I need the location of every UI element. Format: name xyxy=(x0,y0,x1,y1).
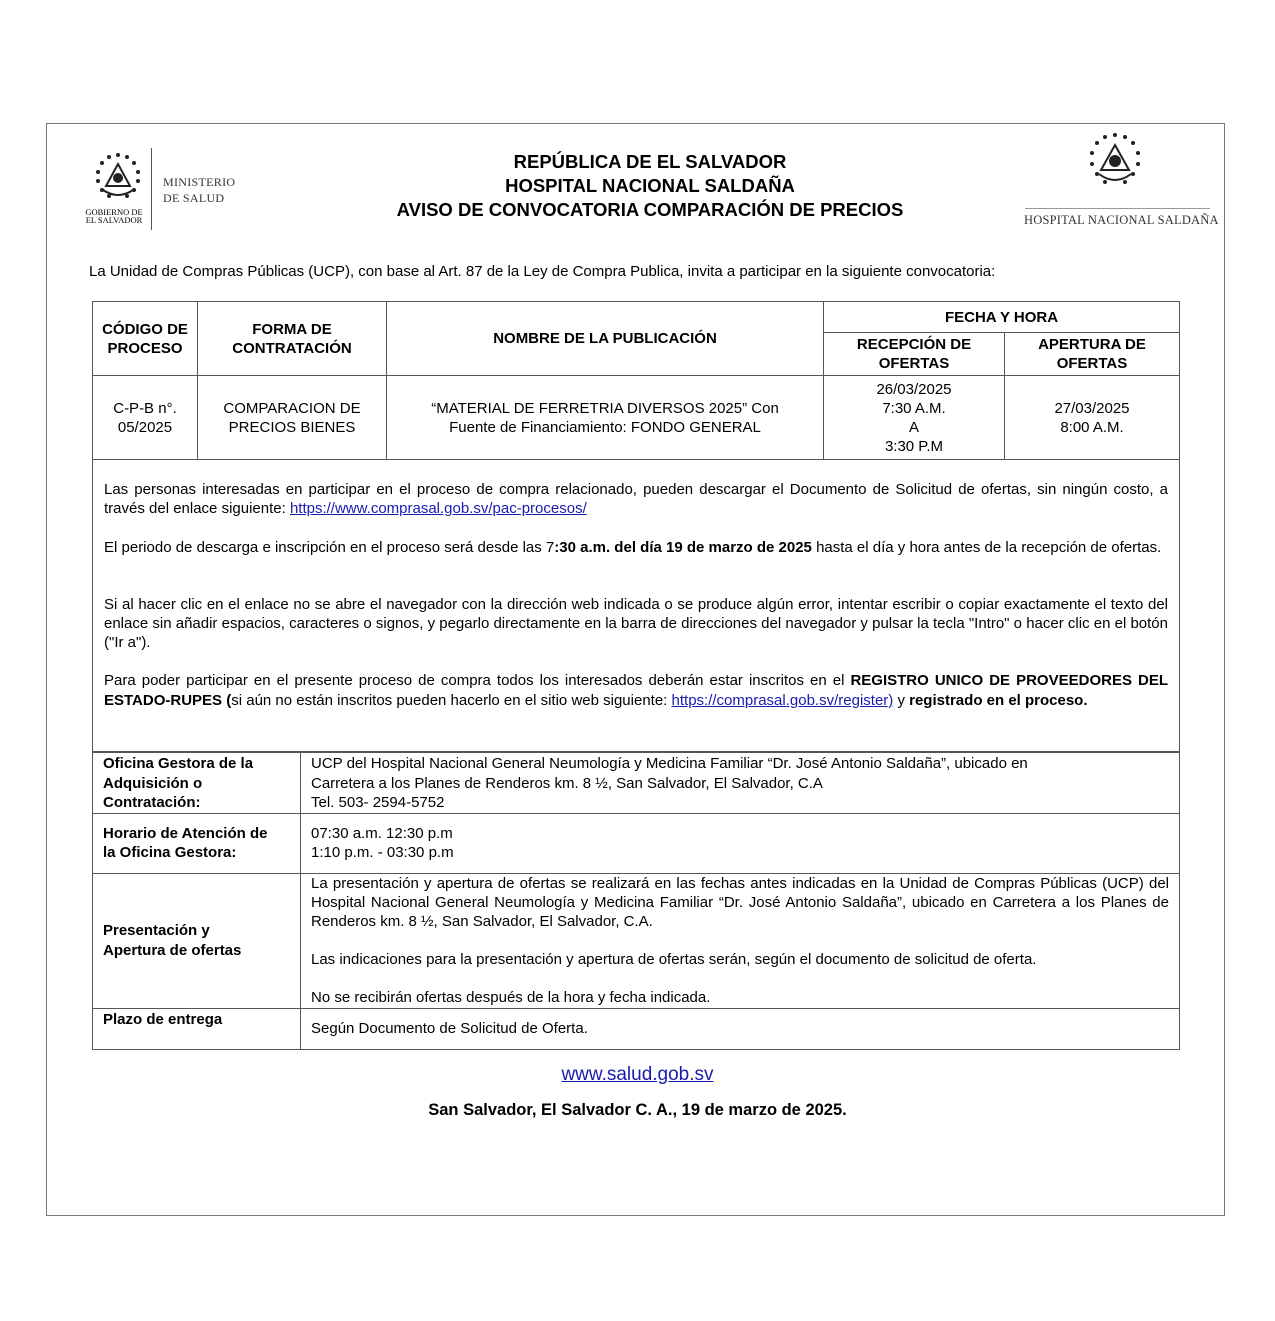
cell-codigo: C-P-B n°. 05/2025 xyxy=(93,376,198,460)
header-title-1: REPÚBLICA DE EL SALVADOR xyxy=(513,151,787,172)
cell-nombre: “MATERIAL DE FERRETRIA DIVERSOS 2025” Con Fuente de Financiamiento: FONDO GENERAL xyxy=(387,376,824,460)
presentacion-label: Presentación y Apertura de ofertas xyxy=(93,873,301,1008)
register-link[interactable]: https://comprasal.gob.sv/register) xyxy=(671,692,894,709)
coat-of-arms-icon xyxy=(83,150,153,212)
paragraph-error: Si al hacer clic en el enlace no se abre el navegador con la dirección web indicada o se produce algún error, intentar escribir o copiar exactamente el texto del enlace sin añadir espacios, caracteres o signos, y pegarlo directamente en la barra de direcciones del navegador y pulsar la tecla "Intro" o hacer clic en el botón ("Ir a"). xyxy=(104,596,1168,651)
info-table xyxy=(92,752,1180,1050)
paragraph-download: Las personas interesadas en participar en el proceso de compra relacionado, pueden descargar el Documento de Solicitud de ofertas, sin ningún costo, a través del enlace siguiente: https://www.comprasal.gob.sv/pac-procesos/ xyxy=(104,481,1168,517)
header-nombre: NOMBRE DE LA PUBLICACIÓN xyxy=(387,302,824,376)
plazo-value: Según Documento de Solicitud de Oferta. xyxy=(301,1008,1180,1049)
intro-text: La Unidad de Compras Públicas (UCP), con base al Art. 87 de la Ley de Compra Publica, invita a participar en la siguiente convocatoria: xyxy=(89,263,996,280)
hospital-logo xyxy=(1020,130,1219,230)
logo-rule xyxy=(1025,208,1210,209)
header-recepcion: RECEPCIÓN DE OFERTAS xyxy=(824,333,1005,376)
oficina-value: UCP del Hospital Nacional General Neumología y Medicina Familiar “Dr. José Antonio Saldaña”, ubicado en Carretera a los Planes de Renderos km. 8 ½, San Salvador, El Salvador, C.A Tel. 503- 2594-5752 xyxy=(301,753,1180,814)
hospital-caption: HOSPITAL NACIONAL SALDAÑA xyxy=(1024,213,1219,227)
table-row xyxy=(93,813,1180,873)
header-apertura: APERTURA DE OFERTAS xyxy=(1005,333,1180,376)
hospital-emblem-icon xyxy=(1075,130,1155,200)
table-row xyxy=(93,753,1180,814)
ministry-line-1: MINISTERIO xyxy=(163,175,236,189)
cell-recepcion: 26/03/2025 7:30 A.M. A 3:30 P.M xyxy=(824,376,1005,460)
header-fecha-hora: FECHA Y HORA xyxy=(824,302,1180,333)
header-titles xyxy=(300,150,1000,222)
table-row xyxy=(93,1008,1180,1049)
gobierno-line-2: EL SALVADOR xyxy=(85,215,143,225)
cell-forma: COMPARACION DE PRECIOS BIENES xyxy=(198,376,387,460)
procesos-link[interactable]: https://www.comprasal.gob.sv/pac-procesos/ xyxy=(289,500,587,517)
horario-label: Horario de Atención de la Oficina Gestora: xyxy=(93,813,301,873)
cell-apertura: 27/03/2025 8:00 A.M. xyxy=(1005,376,1180,460)
footer-date: San Salvador, El Salvador C. A., 19 de marzo de 2025. xyxy=(428,1101,847,1119)
paragraph-periodo: El periodo de descarga e inscripción en el proceso será desde las 7:30 a.m. del día 19 de marzo de 2025 hasta el día y hora antes de la recepción de ofertas. xyxy=(104,539,1162,556)
plazo-label: Plazo de entrega xyxy=(93,1008,301,1049)
header-title-2: HOSPITAL NACIONAL SALDAÑA xyxy=(505,175,795,196)
presentacion-value: La presentación y apertura de ofertas se realizará en las fechas antes indicadas en la Unidad de Compras Públicas (UCP) del Hospital Nacional General Neumología y Medicina Familiar “Dr. José Antonio Saldaña”, ubicado en Carretera a los Planes de Renderos km. 8 ½, San Salvador, El Salvador, C.A. Las indicaciones para la presentación y apertura de ofertas serán, según el documento de solicitud de oferta. No se recibirán ofertas después de la hora y fecha indicada. xyxy=(301,873,1180,1008)
logo-divider xyxy=(151,148,152,230)
oficina-label: Oficina Gestora de la Adquisición o Contratación: xyxy=(93,753,301,814)
instructions-box xyxy=(92,459,1180,752)
gobierno-line-1: GOBIERNO DE xyxy=(85,207,143,217)
header-codigo: CÓDIGO DE PROCESO xyxy=(93,302,198,376)
process-table xyxy=(92,301,1180,460)
header-title-3: AVISO DE CONVOCATORIA COMPARACIÓN DE PRECIOS xyxy=(396,199,904,220)
table-row xyxy=(93,873,1180,1008)
paragraph-rupes: Para poder participar en el presente proceso de compra todos los interesados deberán estar inscritos en el REGISTRO UNICO DE PROVEEDORES DEL ESTADO-RUPES (si aún no están inscritos pueden hacerlo en el sitio web siguiente: https://comprasal.gob.sv/register) y registrado en el proceso. xyxy=(104,672,1168,709)
horario-value: 07:30 a.m. 12:30 p.m 1:10 p.m. - 03:30 p.m xyxy=(301,813,1180,873)
ministry-line-2: DE SALUD xyxy=(163,191,225,205)
header-forma: FORMA DE CONTRATACIÓN xyxy=(198,302,387,376)
ministerio-logo xyxy=(83,148,263,232)
table-row xyxy=(93,376,1180,460)
footer-link-wrap xyxy=(0,1064,1275,1086)
salud-link[interactable]: www.salud.gob.sv xyxy=(561,1064,714,1085)
